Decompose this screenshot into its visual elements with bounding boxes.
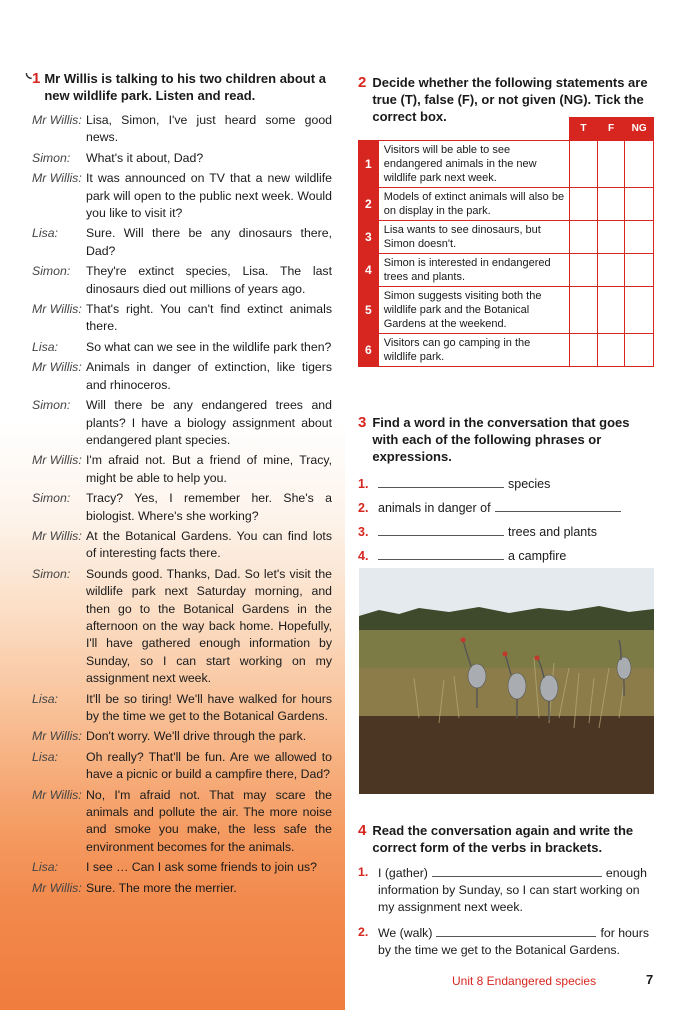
dialogue-text: That's right. You can't find extinct animals there. xyxy=(86,302,332,334)
dialogue-line xyxy=(32,566,332,688)
dialogue-text: Sure. The more the merrier. xyxy=(86,880,237,895)
exercise-4-items xyxy=(358,864,658,959)
phrase-before: animals in danger of xyxy=(378,501,491,515)
dialogue-text: Will there be any endangered trees and plants? I have a biology assignment about endangered plant species. xyxy=(86,398,332,447)
dialogue-line xyxy=(32,225,332,260)
exercise-1-heading xyxy=(26,64,332,104)
dialogue-line xyxy=(32,263,332,298)
phrase-item xyxy=(358,547,658,563)
statement-number: 5 xyxy=(359,287,379,334)
speaker-name: Simon: xyxy=(32,398,71,413)
dialogue-text: Sure. Will there be any dinosaurs there, Dad? xyxy=(86,226,332,258)
page-number: 7 xyxy=(646,972,654,987)
exercise-3-items xyxy=(358,475,658,563)
dialogue-text: I'm afraid not. But a friend of mine, Tracy, might be able to help you. xyxy=(86,453,332,485)
answer-blank[interactable] xyxy=(378,523,504,536)
dialogue-line xyxy=(32,490,332,525)
statement-text: Models of extinct animals will also be on display in the park. xyxy=(378,188,569,221)
dialogue-line xyxy=(32,452,332,487)
exercise-3-instruction: Find a word in the conversation that goes with each of the following phrases or expressions. xyxy=(372,415,630,464)
speaker-name: Mr Willis: xyxy=(32,787,82,802)
verb-item xyxy=(358,864,658,916)
exercise-4-heading xyxy=(358,822,658,856)
phrase-item xyxy=(358,523,658,539)
tick-box-t[interactable] xyxy=(570,188,598,221)
exercise-1-instruction: Mr Willis is talking to his two children about a new wildlife park. Listen and read. xyxy=(44,71,326,103)
dialogue-text: Sounds good. Thanks, Dad. So let's visit the wildlife park next Saturday morning, and then go to the Botanical Gardens in the afternoon on the way back home. Hopefully, I'll have gathered enough information by Sunday, so I can start working on my assignment next week. xyxy=(86,566,332,686)
statement-row xyxy=(359,221,654,254)
exercise-2-number: 2 xyxy=(358,74,367,91)
verb-continuation: enough information by Sunday, so I can start working on my assignment next week. xyxy=(378,866,647,914)
statement-number: 4 xyxy=(359,254,379,287)
statement-text: Simon suggests visiting both the wildlife park and the Botanical Gardens at the weekend. xyxy=(378,287,569,334)
speaker-name: Mr Willis: xyxy=(32,453,82,468)
header-ng: NG xyxy=(625,118,654,141)
dialogue xyxy=(32,112,332,897)
exercise-4-instruction: Read the conversation again and write the correct form of the verbs in brackets. xyxy=(372,823,634,855)
exercise-1-number: ◟ 1 xyxy=(26,64,41,87)
exercise-4 xyxy=(358,822,658,967)
dialogue-text: It was announced on TV that a new wildlife park will open to the public next week. Would you like to visit it? xyxy=(86,171,332,221)
statement-text: Simon is interested in endangered trees and plants. xyxy=(378,254,569,287)
statement-row xyxy=(359,287,654,334)
answer-blank[interactable] xyxy=(378,547,504,560)
phrase-number: 4. xyxy=(358,549,369,563)
dialogue-text: It'll be so tiring! We'll have walked for hours by the time we get to the Botanical Gardens. xyxy=(86,691,332,723)
speaker-name: Simon: xyxy=(32,264,71,279)
exercise-3-number: 3 xyxy=(358,414,367,431)
answer-blank[interactable] xyxy=(495,499,621,512)
tick-box-ng[interactable] xyxy=(625,254,654,287)
dialogue-line xyxy=(32,359,332,394)
statement-row xyxy=(359,334,654,367)
tick-box-f[interactable] xyxy=(597,287,625,334)
exercise-3 xyxy=(358,414,658,571)
speaker-name: Simon: xyxy=(32,566,71,581)
tick-box-f[interactable] xyxy=(597,141,625,188)
speaker-name: Lisa: xyxy=(32,860,58,875)
verb-prompt: I (gather) xyxy=(378,866,428,880)
verb-item-number: 1. xyxy=(358,865,369,879)
speaker-name: Mr Willis: xyxy=(32,302,82,317)
header-f: F xyxy=(597,118,625,141)
phrase-number: 2. xyxy=(358,501,369,515)
speaker-name: Mr Willis: xyxy=(32,360,82,375)
answer-blank[interactable] xyxy=(378,475,504,488)
speaker-name: Simon: xyxy=(32,150,71,165)
true-false-table xyxy=(358,117,654,367)
statement-row xyxy=(359,254,654,287)
dialogue-line xyxy=(32,528,332,563)
dialogue-line xyxy=(32,301,332,336)
speaker-name: Lisa: xyxy=(32,749,58,764)
phrase-number: 3. xyxy=(358,525,369,539)
speaker-name: Lisa: xyxy=(32,691,58,706)
dialogue-text: I see … Can I ask some friends to join us? xyxy=(86,860,318,875)
phrase-after: trees and plants xyxy=(508,525,597,539)
dialogue-line xyxy=(32,170,332,222)
tick-box-ng[interactable] xyxy=(625,334,654,367)
tick-box-f[interactable] xyxy=(597,254,625,287)
speaker-name: Mr Willis: xyxy=(32,729,82,744)
tick-box-t[interactable] xyxy=(570,254,598,287)
audio-icon: ◟ xyxy=(26,64,32,80)
dialogue-line xyxy=(32,787,332,857)
tick-box-f[interactable] xyxy=(597,334,625,367)
dialogue-text: So what can we see in the wildlife park then? xyxy=(86,339,332,354)
dialogue-line xyxy=(32,339,332,356)
dialogue-text: At the Botanical Gardens. You can find lots of interesting facts there. xyxy=(86,528,332,561)
tick-box-ng[interactable] xyxy=(625,141,654,188)
speaker-name: Lisa: xyxy=(32,339,58,354)
exercise-1 xyxy=(26,64,332,900)
verb-answer-blank[interactable] xyxy=(436,924,596,937)
dialogue-text: They're extinct species, Lisa. The last dinosaurs died out millions of years ago. xyxy=(86,264,332,296)
tick-box-f[interactable] xyxy=(597,221,625,254)
exercise-2-instruction: Decide whether the following statements are true (T), false (F), or not given (NG). Tick the correct box. xyxy=(372,75,648,124)
phrase-after: a campfire xyxy=(508,549,567,563)
verb-item-number: 2. xyxy=(358,925,369,939)
tick-box-f[interactable] xyxy=(597,188,625,221)
tick-box-ng[interactable] xyxy=(625,221,654,254)
tick-box-ng[interactable] xyxy=(625,188,654,221)
statement-row xyxy=(359,141,654,188)
verb-prompt: We (walk) xyxy=(378,926,433,940)
dialogue-line xyxy=(32,859,332,876)
speaker-name: Mr Willis: xyxy=(32,113,82,127)
speaker-name: Simon: xyxy=(32,491,71,506)
tick-box-ng[interactable] xyxy=(625,287,654,334)
statement-text: Visitors can go camping in the wildlife park. xyxy=(378,334,569,367)
dialogue-text: Animals in danger of extinction, like tigers and rhinoceros. xyxy=(86,360,332,392)
statement-number: 2 xyxy=(359,188,379,221)
phrase-item xyxy=(358,499,658,515)
dialogue-line xyxy=(32,397,332,449)
tick-box-t[interactable] xyxy=(570,287,598,334)
verb-continuation: for hours by the time we get to the Botanical Gardens. xyxy=(378,926,649,957)
speaker-name: Lisa: xyxy=(32,226,58,241)
dialogue-line xyxy=(32,749,332,784)
tick-box-t[interactable] xyxy=(570,141,598,188)
dialogue-text: Tracy? Yes, I remember her. She's a biologist. Where's she working? xyxy=(86,491,332,523)
tick-box-t[interactable] xyxy=(570,221,598,254)
verb-item xyxy=(358,924,658,959)
exercise-4-number: 4 xyxy=(358,822,367,839)
tick-box-t[interactable] xyxy=(570,334,598,367)
cranes-illustration xyxy=(359,568,654,794)
phrase-number: 1. xyxy=(358,477,369,491)
speaker-name: Mr Willis: xyxy=(32,171,82,186)
phrase-after: species xyxy=(508,477,551,491)
dialogue-line xyxy=(32,728,332,745)
dialogue-text: No, I'm afraid not. That may scare the animals and pollute the air. The more noise and smoke you make, the less safe the environment becomes for the animals. xyxy=(86,787,332,854)
statement-number: 6 xyxy=(359,334,379,367)
statement-row xyxy=(359,188,654,221)
unit-title: Unit 8 Endangered species xyxy=(452,974,597,988)
dialogue-text: What's it about, Dad? xyxy=(86,150,204,165)
dialogue-line xyxy=(32,691,332,726)
dialogue-text: Lisa, Simon, I've just heard some good news. xyxy=(86,113,332,145)
exercise-3-heading xyxy=(358,414,658,465)
statement-text: Lisa wants to see dinosaurs, but Simon doesn't. xyxy=(378,221,569,254)
statement-text: Visitors will be able to see endangered animals in the new wildlife park next week. xyxy=(378,141,569,188)
speaker-name: Mr Willis: xyxy=(32,528,82,543)
phrase-item xyxy=(358,475,658,491)
table-corner xyxy=(359,118,570,141)
verb-answer-blank[interactable] xyxy=(432,864,602,877)
dialogue-line xyxy=(32,112,332,147)
dialogue-line xyxy=(32,150,332,167)
dialogue-line xyxy=(32,880,332,897)
dialogue-text: Don't worry. We'll drive through the park. xyxy=(86,729,307,744)
statement-number: 3 xyxy=(359,221,379,254)
header-t: T xyxy=(570,118,598,141)
speaker-name: Mr Willis: xyxy=(32,880,82,895)
statement-number: 1 xyxy=(359,141,379,188)
cranes-photo xyxy=(359,568,654,794)
dialogue-text: Oh really? That'll be fun. Are we allowed to have a picnic or build a campfire there, Dad? xyxy=(86,749,332,782)
